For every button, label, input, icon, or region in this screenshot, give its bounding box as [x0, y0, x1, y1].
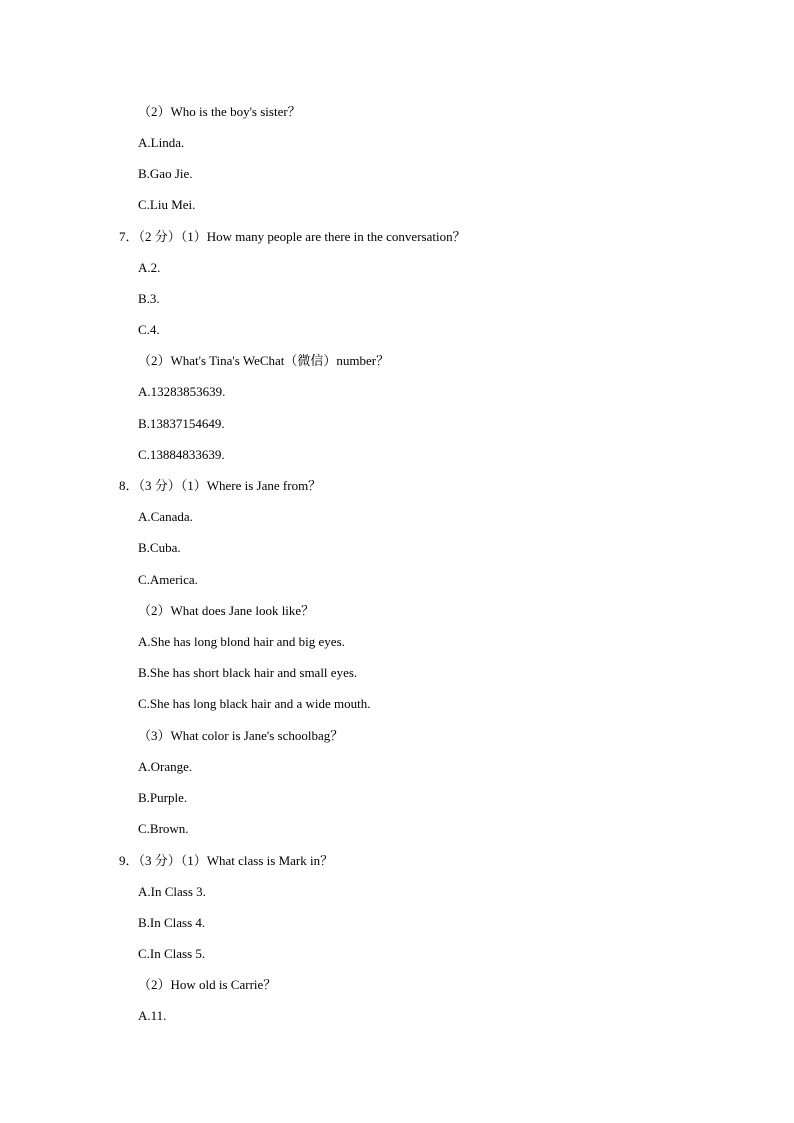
- option-c: C.America.: [138, 572, 198, 587]
- option-c: C.Liu Mei.: [138, 197, 196, 212]
- option-a: A.Linda.: [138, 135, 185, 150]
- question-9-heading: 9．（3 分）（1）What class is Mark in？: [119, 853, 334, 868]
- option-a: A.In Class 3.: [138, 884, 206, 899]
- option-c: C.4.: [138, 322, 160, 337]
- option-c: C.Brown.: [138, 821, 189, 836]
- option-b: B.Cuba.: [138, 540, 181, 555]
- option-b: B.Purple.: [138, 790, 188, 805]
- question-7-heading: 7．（2 分）（1）How many people are there in the conversation？: [119, 229, 466, 244]
- option-a: A.2.: [138, 260, 161, 275]
- option-a: A.Canada.: [138, 509, 193, 524]
- question-9-part-2: （2）How old is Carrie？: [138, 977, 277, 992]
- question-8-heading: 8．（3 分）（1）Where is Jane from？: [119, 478, 322, 493]
- question-7-part-2: （2）What's Tina's WeChat（微信）number？: [138, 353, 390, 368]
- question-6-part-2: （2）Who is the boy's sister？: [138, 104, 301, 119]
- option-b: B.In Class 4.: [138, 915, 206, 930]
- option-b: B.Gao Jie.: [138, 166, 193, 181]
- option-b: B.3.: [138, 291, 160, 306]
- option-a: A.13283853639.: [138, 384, 226, 399]
- option-c: C.In Class 5.: [138, 946, 206, 961]
- option-a: A.Orange.: [138, 759, 193, 774]
- option-c: C.She has long black hair and a wide mouth.: [138, 696, 371, 711]
- question-8-part-2: （2）What does Jane look like？: [138, 603, 315, 618]
- option-c: C.13884833639.: [138, 447, 225, 462]
- option-a: A.11.: [138, 1008, 167, 1023]
- option-a: A.She has long blond hair and big eyes.: [138, 634, 345, 649]
- option-b: B.She has short black hair and small eyes.: [138, 665, 358, 680]
- option-b: B.13837154649.: [138, 416, 225, 431]
- question-8-part-3: （3）What color is Jane's schoolbag？: [138, 728, 344, 743]
